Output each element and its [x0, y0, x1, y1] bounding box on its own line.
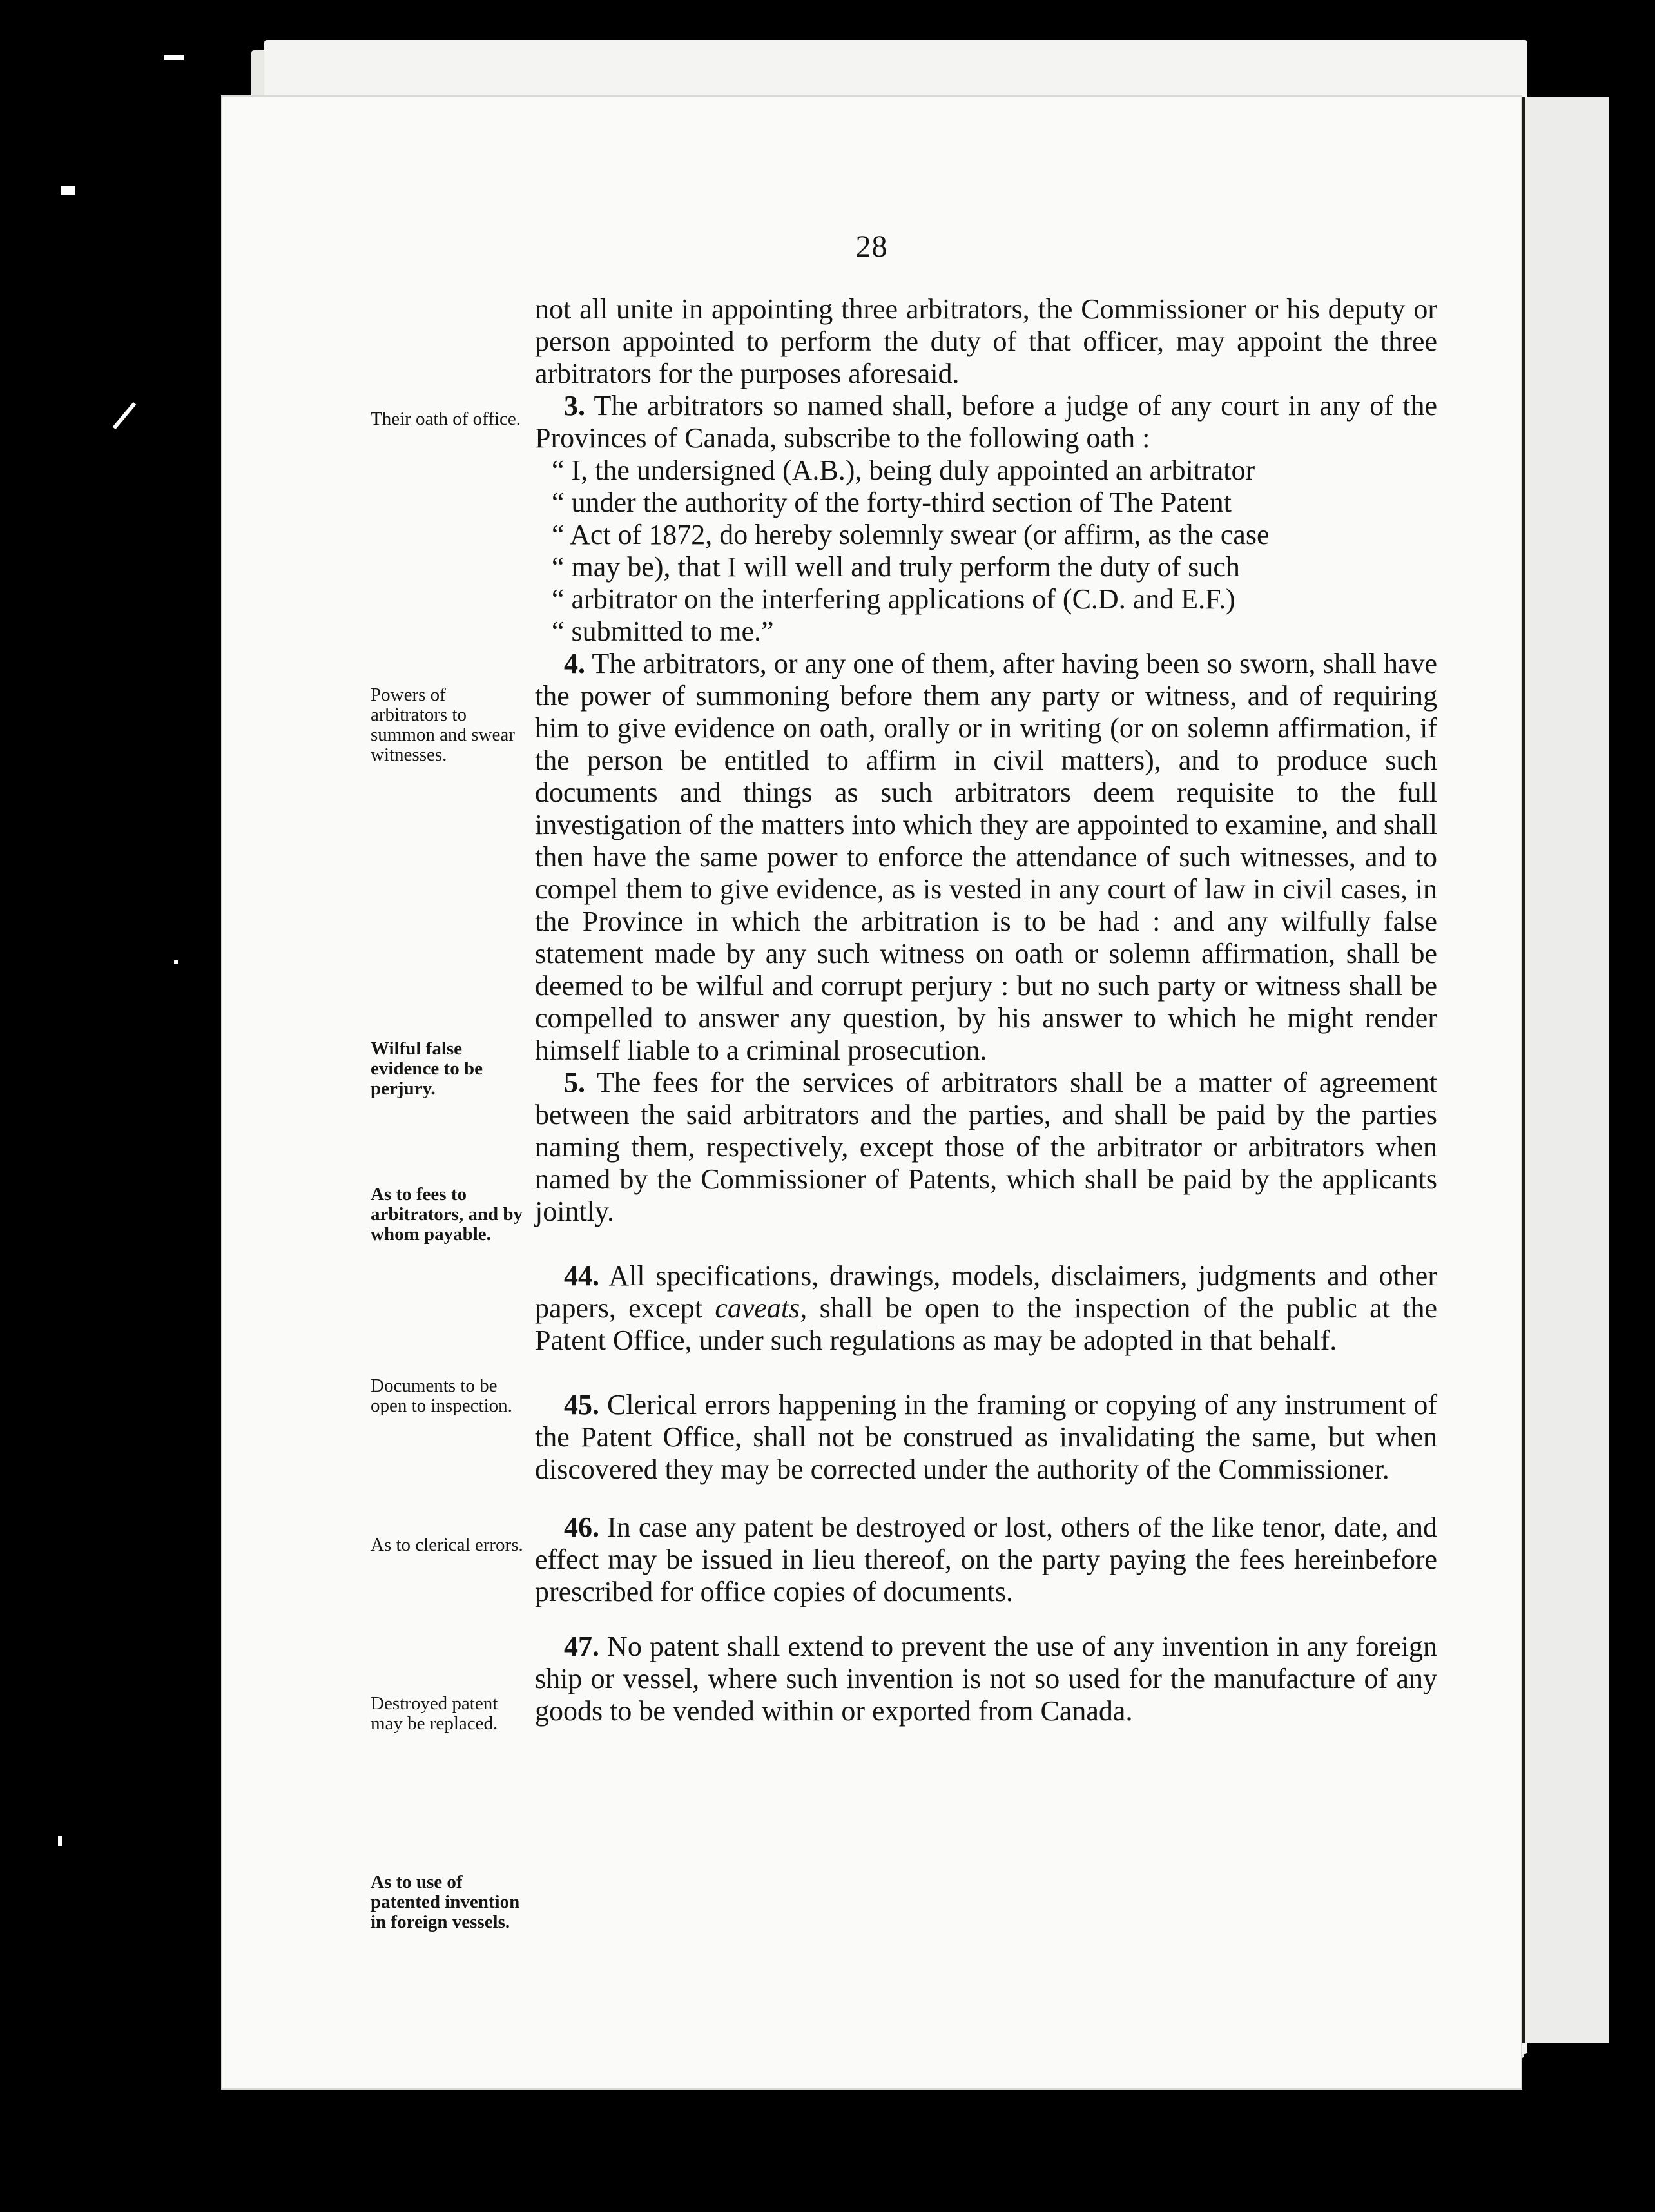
margin-note-clerical: As to clerical errors.: [371, 1535, 523, 1555]
margin-note-fees: As to fees to arbitrators, and by whom payable.: [371, 1184, 523, 1245]
oath-line: “ I, the undersigned (A.B.), being duly appointed an arbitrator: [552, 454, 1255, 486]
paragraph-clause-4: [535, 648, 1437, 1067]
body-text: [535, 293, 1437, 1727]
scan-speck: [113, 402, 137, 429]
paragraph-section-46: [535, 1511, 1437, 1608]
oath-line: “ may be), that I will well and truly perform the duty of such: [552, 551, 1240, 583]
section-text: Clerical errors happening in the framing or copying of any instrument of the Patent Office, shall not be construed as invalidating the same, but when discovered they may be corrected under the authority of the Commissioner.: [535, 1389, 1438, 1485]
section-text: No patent shall extend to prevent the use of any invention in any foreign ship or vessel, where such invention is not so used for the manufacture of any goods to be vended within or exported from Canada.: [535, 1631, 1438, 1727]
clause-text: The fees for the services of arbitrators shall be a matter of agreement between the said arbitrators and the parties, and shall be paid by the parties naming them, respectively, except those of the arbitrator or arbitrators when named by the Commissioner of Patents, which shall be paid by the applicants jointly.: [535, 1067, 1437, 1227]
margin-note-documents: Documents to be open to inspection.: [371, 1375, 512, 1416]
paragraph-intro: not all unite in appointing three arbitrators, the Commissioner or his deputy or person appointed to perform the duty of that officer, may appoint the three arbitrators for the purposes aforesaid.: [535, 293, 1437, 389]
margin-note-perjury: Wilful false evidence to be perjury.: [371, 1038, 483, 1099]
section-text: All specifications, drawings, models, disclaimers, judgments and other papers, except: [535, 1260, 1437, 1324]
page-number: 28: [855, 229, 888, 264]
clause-text: The arbitrators, or any one of them, after having been so sworn, shall have the power of summoning before them any party or witness, and of requiring him to give evidence on oath, orally or in writing (or on solemn affirmation, if the person be entitled to affirm in civil matters), and to produce such documents and things as such arbitrators deem requisite to the full investigation of the matters into which they are appointed to examine, and shall then have the same power to enforce the attendance of such witnesses, and to compel them to give evidence, as is vested in any court of law in civil cases, in the Province in which the arbitration is to be had : and any wilfully false statement made by any such witness on oath or solemn affirmation, shall be deemed to be wilful and corrupt perjury : but no such party or witness shall be compelled to answer any question, by his answer to which he might render himself liable to a criminal prosecution.: [535, 648, 1437, 1066]
section-number: 45.: [564, 1389, 599, 1421]
scan-speck: [174, 960, 178, 964]
oath-line: “ arbitrator on the interfering applications of (C.D. and E.F.): [552, 583, 1235, 615]
section-number: 44.: [564, 1260, 599, 1292]
margin-note-foreign: As to use of patented invention in foreign vessels.: [371, 1872, 520, 1932]
section-number: 47.: [564, 1631, 599, 1662]
paragraph-clause-3: [535, 390, 1437, 454]
document-page: [222, 97, 1521, 2088]
clause-number: 4.: [564, 648, 585, 679]
paragraph-section-45: [535, 1389, 1437, 1486]
scan-speck: [164, 55, 184, 60]
margin-note-destroyed: Destroyed patent may be replaced.: [371, 1693, 498, 1734]
section-number: 46.: [564, 1511, 599, 1543]
margin-note-powers: Powers of arbitrators to summon and swear witnesses.: [371, 684, 515, 765]
oath-text: [535, 454, 1437, 648]
oath-line: “ Act of 1872, do hereby solemnly swear (or affirm, as the case: [552, 519, 1270, 550]
paragraph-section-47: [535, 1631, 1437, 1727]
oath-line: “ submitted to me.”: [552, 616, 774, 647]
paragraph-clause-5: [535, 1067, 1437, 1228]
adjacent-page-edge: [1521, 97, 1609, 2043]
scan-speck: [58, 1836, 62, 1846]
clause-number: 5.: [564, 1067, 585, 1098]
section-text-italic: caveats: [715, 1292, 800, 1324]
section-text: , shall be open to the inspection of the public at the Patent Office, under such regulations as may be adopted in that behalf.: [535, 1292, 1437, 1356]
clause-text: The arbitrators so named shall, before a judge of any court in any of the Provinces of Canada, subscribe to the following oath :: [535, 390, 1437, 454]
section-text: In case any patent be destroyed or lost, others of the like tenor, date, and effect may be issued in lieu thereof, on the party paying the fees hereinbefore prescribed for office copies of documents.: [535, 1511, 1437, 1607]
margin-note-oath: Their oath of office.: [371, 409, 521, 429]
oath-line: “ under the authority of the forty-third section of The Patent: [552, 487, 1232, 518]
scan-speck: [61, 186, 75, 195]
clause-number: 3.: [564, 390, 585, 422]
paragraph-section-44: [535, 1260, 1437, 1357]
